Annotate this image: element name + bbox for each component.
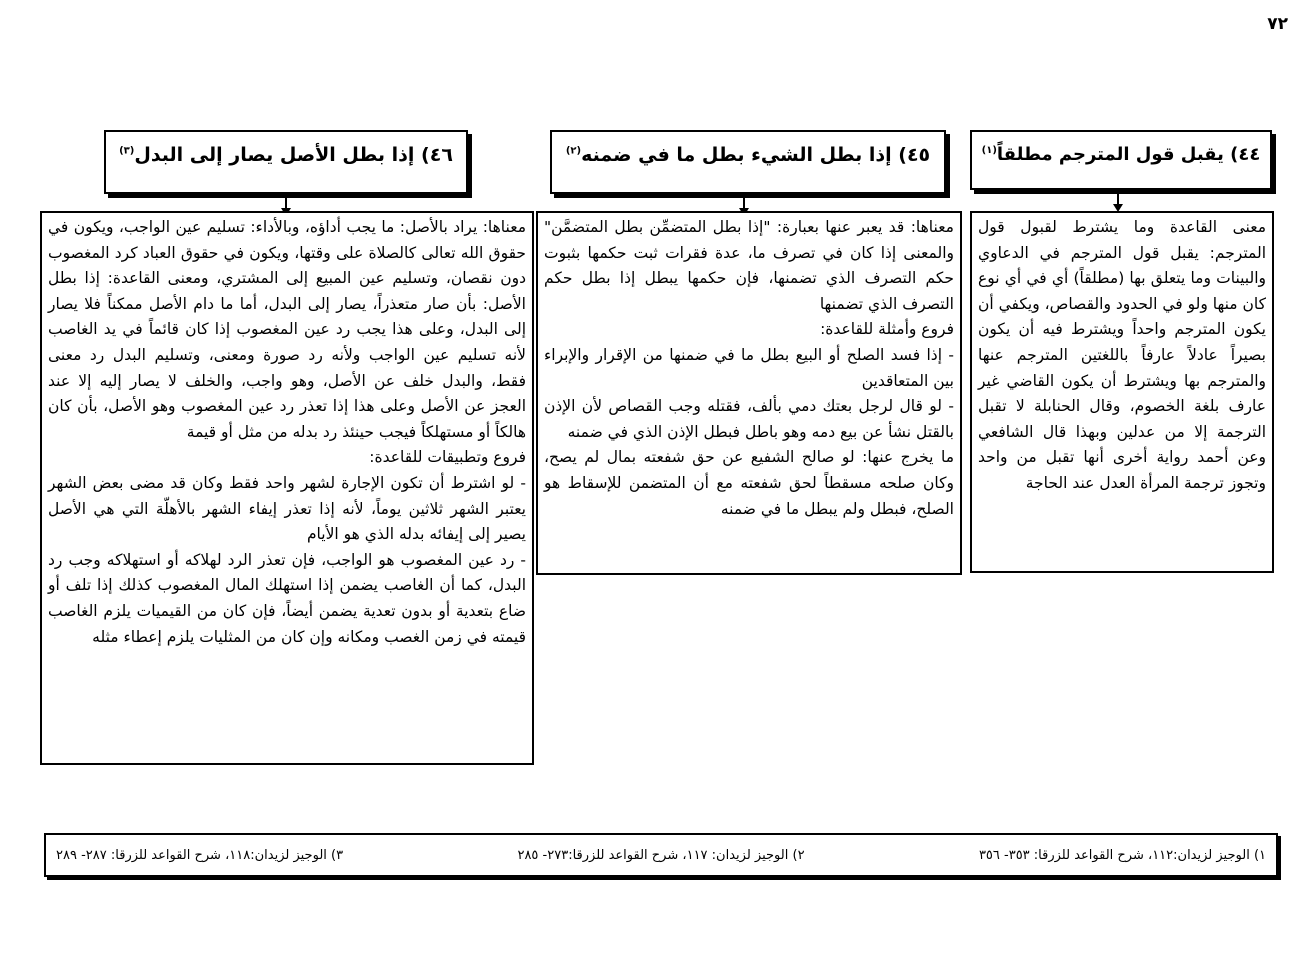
rule-45-body xyxy=(536,211,962,575)
rule-44-body xyxy=(970,211,1274,573)
rule-44-note-ref: (١) xyxy=(981,145,997,156)
rule-46-branches-heading: فروع وتطبيقات للقاعدة: xyxy=(369,448,526,467)
footnote-1: ١) الوجيز لزيدان:١١٢، شرح القواعد للزرقا: ٣٥٣- ٣٥٦ xyxy=(978,847,1266,863)
rule-46-example: - لو اشترط أن تكون الإجارة لشهر واحد فقط وكان قد مضى بعض الشهر يعتبر الشهر ثلاثين يوماً، لأنه إذا تعذر إيفاء الشهر بالأهلّة التي هي الأصل يصير إلى إيفائه بدله الذي هو الأيام xyxy=(48,473,526,544)
footnote-2: ٢) الوجيز لزيدان: ١١٧، شرح القواعد للزرقا:٢٧٣- ٢٨٥ xyxy=(517,847,805,863)
rule-44-paragraph: معنى القاعدة وما يشترط لقبول قول المترجم: يقبل قول المترجم في الدعاوي والبينات وما يتعلق بها (مطلقاً) أي في أي نوع كان منها ولو في الحدود والقصاص، ويكفي أن يكون المترجم واحداً ويشترط فيه أن يكون بصيراً عادلاً عارفاً باللغتين المترجم عنها والمترجم بها ويشترط أن يكون القاضي غير عارف بلغة الخصوم، وقال الحنابلة لا تقبل الترجمة إلا من عدلين وبهذا قال الشافعي وعن أحمد رواية أخرى أنها تقبل من واحد وتجوز ترجمة المرأة العدل عند الحاجة xyxy=(978,218,1266,492)
footnotes xyxy=(44,833,1278,877)
footnote-3: ٣) الوجيز لزيدان:١١٨، شرح القواعد للزرقا: ٢٨٧- ٢٨٩ xyxy=(56,847,344,863)
rule-44-title-text: ٤٤) يقبل قول المترجم مطلقاً xyxy=(996,144,1261,165)
rule-45-exception: ما يخرج عنها: لو صالح الشفيع عن حق شفعته بمال لم يصح، وكان صلحه مسقطاً لحق شفعته مع أن المتضمن للإسقاط هو الصلح، فبطل ولم يبطل ما في ضمنه xyxy=(544,448,954,518)
rule-46-note-ref: (٣) xyxy=(119,145,135,157)
page-number: ٧٢ xyxy=(1267,14,1288,34)
rule-46-body xyxy=(40,211,534,765)
rule-44-title xyxy=(970,130,1272,190)
rule-45-meaning: معناها: قد يعبر عنها بعبارة: "إذا بطل المتضمِّن بطل المتضمَّن" والمعنى إذا كان في تصرف ما، عدة فقرات ثبت حكمها بثبوت حكم التصرف الذي تضمنها، فإن حكمها يبطل إذا بطل حكم التصرف الذي تضمنها xyxy=(544,218,954,313)
rule-45-title-text: ٤٥) إذا بطل الشيء بطل ما في ضمنه xyxy=(581,144,931,166)
rule-46-title-text: ٤٦) إذا بطل الأصل يصار إلى البدل xyxy=(134,144,453,166)
rule-45-note-ref: (٢) xyxy=(565,145,582,157)
rule-46-meaning: معناها: يراد بالأصل: ما يجب أداؤه، وبالأداء: تسليم عين الواجب، ويكون في حقوق الله تعالى كالصلاة على وقتها، ويكون في حقوق العباد كرد المغصوب دون نقصان، وتسليم عين المبيع إلى المشتري، ومعنى القاعدة: إذا بطل الأصل: بأن صار متعذراً، يصار إلى البدل، أما ما دام الأصل ممكناً فلا يصار إلى البدل، وعلى هذا يجب رد عين المغصوب إذا كان قائماً في يد الغاصب لأنه تسليم عين الواجب ولأنه رد صورة ومعنى، وتسليم البدل رد معنى فقط، والبدل خلف عن الأصل، وهو واجب، والخلف لا يصار إليه إلا عند العجز عن الأصل وعلى هذا إذا تعذر رد عين المغصوب وهو الأصل، بأن كان هالكاً أو مستهلكاً فيجب حينئذ رد بدله من مثل أو قيمة xyxy=(48,218,526,441)
rule-45-example: - لو قال لرجل بعتك دمي بألف، فقتله وجب القصاص لأن الإذن بالقتل نشأ عن بيع دمه وهو باطل فبطل الإذن الذي في ضمنه xyxy=(544,397,954,441)
rule-45-example: - إذا فسد الصلح أو البيع بطل ما في ضمنها من الإقرار والإبراء بين المتعاقدين xyxy=(544,345,954,390)
rule-45-title xyxy=(550,130,946,194)
rule-46-example: - رد عين المغصوب هو الواجب، فإن تعذر الرد لهلاكه أو استهلاكه وجب رد البدل، كما أن الغاصب يضمن إذا استهلك المال المغصوب كذلك إذا تلف أو ضاع بتعدية أو بدون تعدية يضمن أيضاً، فإن كان من القيميات يلزم الغاصب قيمته في زمن الغصب ومكانه وإن كان من المثليات يلزم إعطاء مثله xyxy=(48,550,526,646)
rule-46-title xyxy=(104,130,468,194)
rule-45-branches-heading: فروع وأمثلة للقاعدة: xyxy=(820,320,954,339)
